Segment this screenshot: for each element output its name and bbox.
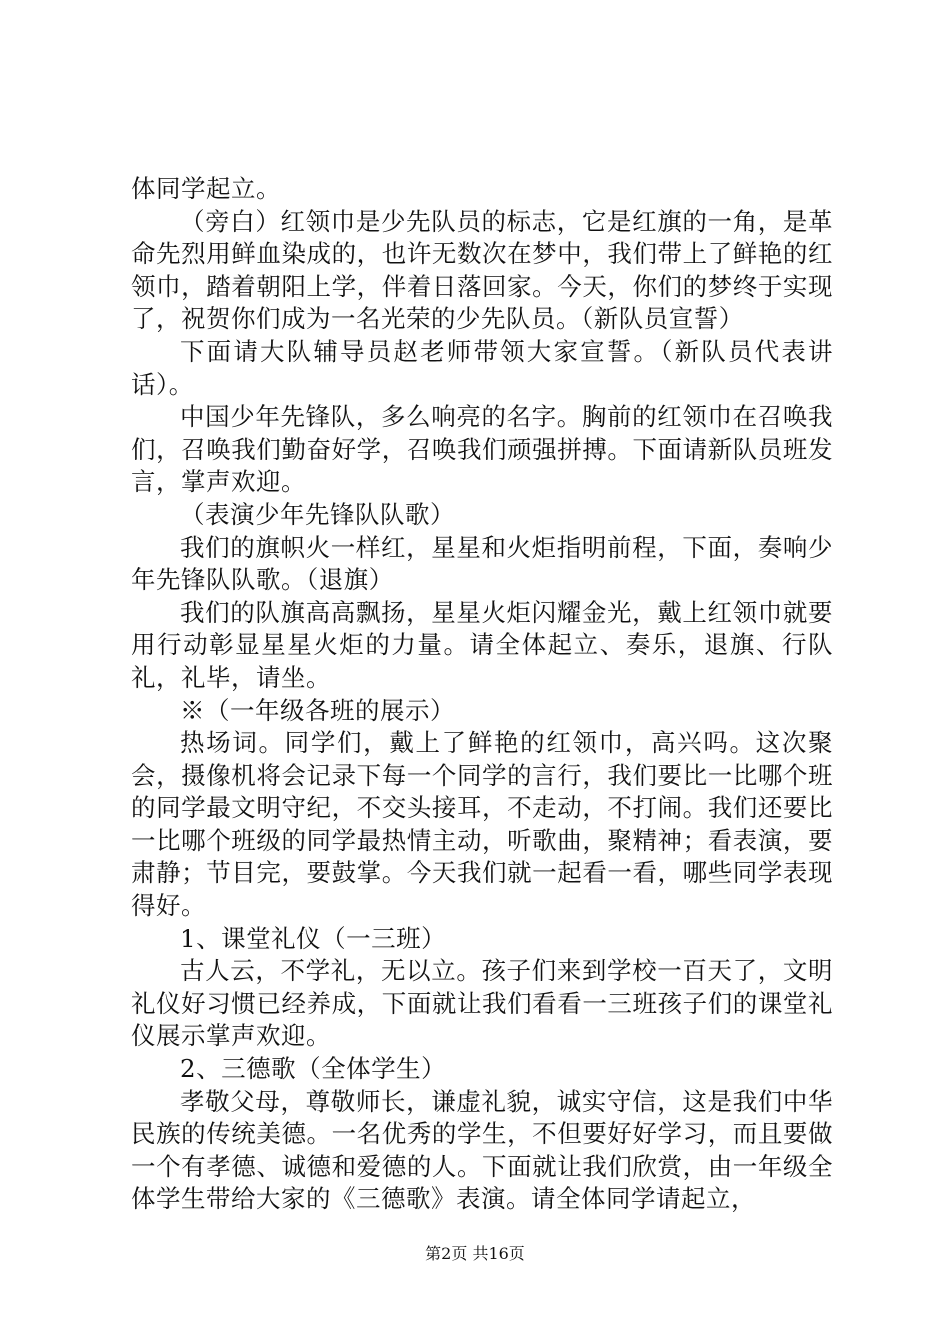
paragraph: 热场词。同学们，戴上了鲜艳的红领巾，高兴吗。这次聚会，摄像机将会记录下每一个同学的言行，我们要比一比哪个班的同学最文明守纪，不交头接耳，不走动，不打闹。我们还要比一比哪个班级的同学最热情主动，听歌曲，聚精神；看表演，要肃静；节目完，要鼓掌。今天我们就一起看一看，哪些同学表现得好。 (131, 728, 833, 921)
paragraph: （表演少年先锋队队歌） (180, 499, 455, 529)
document-body (131, 173, 833, 1216)
paragraph: 下面请大队辅导员赵老师带领大家宣誓。（新队员代表讲话）。 (131, 336, 833, 399)
paragraph: 孝敬父母，尊敬师长，谦虚礼貌，诚实守信，这是我们中华民族的传统美德。一名优秀的学生，不但要好好学习，而且要做一个有孝德、诚德和爱德的人。下面就让我们欣赏，由一年级全体学生带给大家的《三德歌》表演。请全体同学请起立， (131, 1086, 833, 1214)
page-number-footer: 第2页 共16页 (425, 1244, 525, 1263)
paragraph: （旁白）红领巾是少先队员的标志，它是红旗的一角，是革命先烈用鲜血染成的，也许无数次在梦中，我们带上了鲜艳的红领巾，踏着朝阳上学，伴着日落回家。今天，你们的梦终于实现了，祝贺你们成为一名光荣的少先队员。（新队员宣誓） (131, 206, 833, 334)
paragraph: 中国少年先锋队，多么响亮的名字。胸前的红领巾在召唤我们，召唤我们勤奋好学，召唤我们顽强拼搏。下面请新队员班发言，掌声欢迎。 (131, 402, 833, 497)
paragraph: 1、课堂礼仪（一三班） (180, 923, 447, 953)
paragraph: 体同学起立。 (131, 174, 281, 203)
paragraph: ※（一年级各班的展示） (180, 695, 455, 725)
paragraph: 我们的队旗高高飘扬，星星火炬闪耀金光，戴上红领巾就要用行动彰显星星火炬的力量。请全体起立、奏乐，退旗、行队礼，礼毕，请坐。 (131, 597, 833, 692)
paragraph: 2、三德歌（全体学生） (180, 1054, 447, 1084)
paragraph: 我们的旗帜火一样红，星星和火炬指明前程，下面，奏响少年先锋队队歌。（退旗） (131, 532, 833, 595)
paragraph: 古人云，不学礼，无以立。孩子们来到学校一百天了，文明礼仪好习惯已经养成，下面就让我们看看一三班孩子们的课堂礼仪展示掌声欢迎。 (131, 956, 833, 1051)
